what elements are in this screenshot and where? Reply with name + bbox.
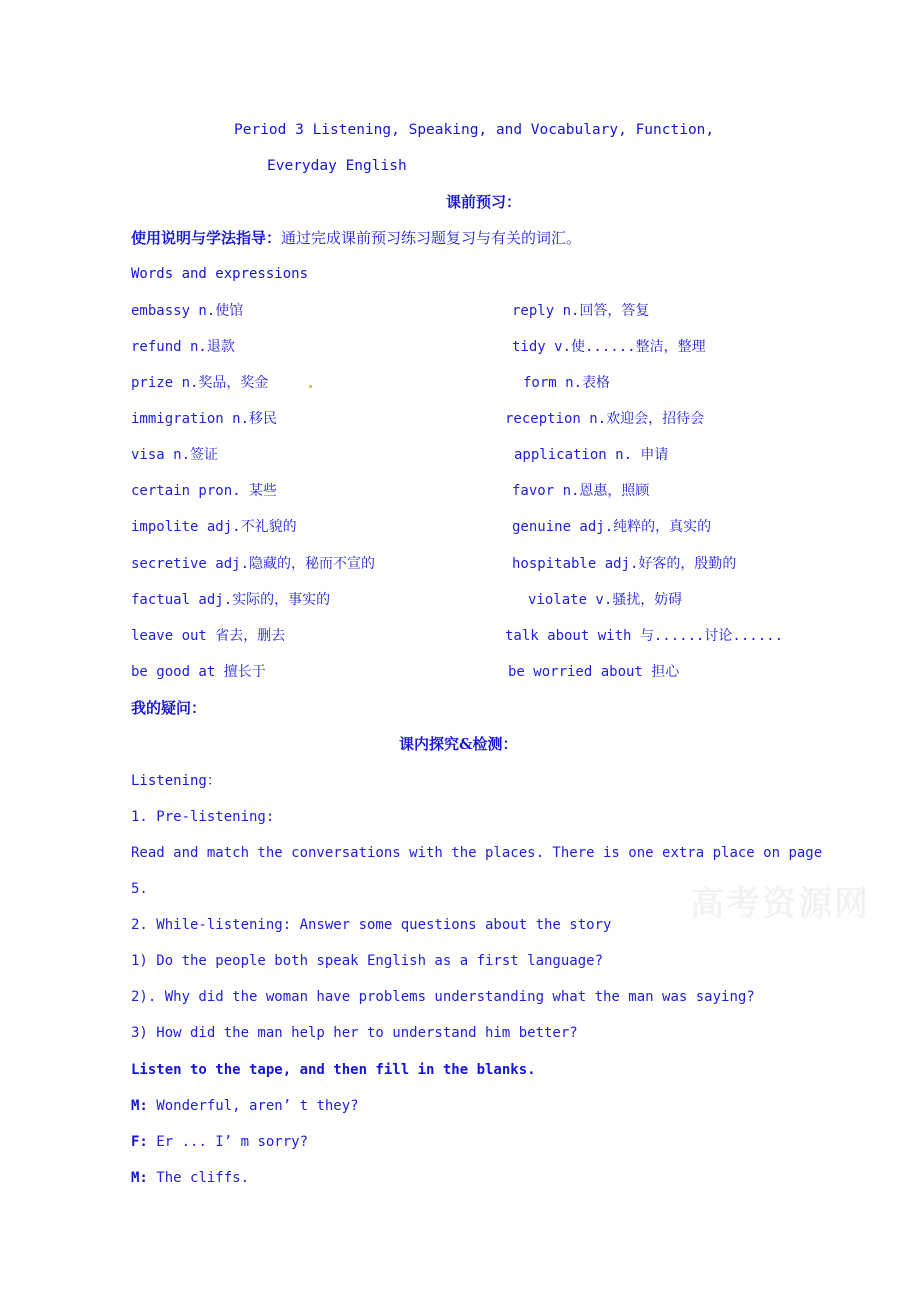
listening-heading: Listening： xyxy=(131,773,221,789)
vocab-heading: Words and expressions xyxy=(131,266,309,282)
watermark: 高考资源网 xyxy=(690,884,870,924)
title-line-1: Period 3 Listening, Speaking, and Vocabulary, Function, xyxy=(234,122,715,138)
vocab-left-7: secretive adj.隐藏的，秘而不宣的 xyxy=(131,556,376,572)
fill-heading: Listen to the tape, and then fill in the blanks. xyxy=(131,1062,536,1078)
vocab-left-3: immigration n.移民 xyxy=(131,411,278,427)
vocab-right-7: hospitable adj.好客的，殷勤的 xyxy=(512,556,737,572)
question-3: 3) How did the man help her to understand him better? xyxy=(131,1025,578,1041)
dialogue-text: Wonderful, aren’ t they? xyxy=(156,1098,359,1114)
vocab-right-5: favor n.恩惠，照顾 xyxy=(512,483,650,499)
vocab-left-5: certain pron. 某些 xyxy=(131,483,278,499)
vocab-right-0: reply n.回答，答复 xyxy=(512,303,650,319)
instruction-line-b: 5. xyxy=(131,881,148,897)
pre-listening: 1. Pre-listening: xyxy=(131,809,275,825)
vocab-left-6: impolite adj.不礼貌的 xyxy=(131,519,297,535)
vocab-left-4: visa n.签证 xyxy=(131,447,219,463)
dialogue-line-1 xyxy=(131,1133,308,1151)
vocab-right-9: talk about with 与......讨论...... xyxy=(505,628,784,644)
vocab-left-9: leave out 省去，删去 xyxy=(131,628,286,644)
speaker-label: F: xyxy=(131,1134,148,1150)
dialogue-text: The cliffs. xyxy=(156,1170,250,1186)
vocab-left-8: factual adj.实际的，事实的 xyxy=(131,592,331,608)
instruction-line-a: Read and match the conversations with the places. There is one extra place on page xyxy=(131,845,823,861)
vocab-left-10: be good at 擅长于 xyxy=(131,664,266,680)
vocab-left-0: embassy n.使馆 xyxy=(131,303,244,319)
vocab-left-2: prize n.奖品，奖金 xyxy=(131,375,269,391)
guide-text: 通过完成课前预习练习题复习与有关的词汇。 xyxy=(281,229,582,247)
speaker-label: M: xyxy=(131,1170,148,1186)
vocab-right-3: reception n.欢迎会，招待会 xyxy=(505,411,705,427)
vocab-right-6: genuine adj.纯粹的，真实的 xyxy=(512,519,712,535)
inclass-heading: 课内探究&检测： xyxy=(399,735,518,753)
dialogue-line-2 xyxy=(131,1169,249,1187)
title-line-2: Everyday English xyxy=(267,158,407,174)
questions-label: 我的疑问： xyxy=(131,699,207,717)
speck-mark xyxy=(309,385,312,388)
vocab-right-4: application n. 申请 xyxy=(514,447,669,463)
question-1: 1) Do the people both speak English as a first language? xyxy=(131,953,604,969)
preview-heading: 课前预习： xyxy=(446,193,522,211)
guide-label: 使用说明与学法指导： xyxy=(131,229,282,247)
vocab-right-8: violate v.骚扰，妨碍 xyxy=(528,592,683,608)
dialogue-text: Er ... I’ m sorry? xyxy=(156,1134,309,1150)
speaker-label: M: xyxy=(131,1098,148,1114)
while-listening: 2. While-listening: Answer some questions about the story xyxy=(131,917,612,933)
dialogue-line-0 xyxy=(131,1097,359,1115)
vocab-right-10: be worried about 担心 xyxy=(508,664,680,680)
guide-paragraph xyxy=(131,229,581,247)
vocab-right-1: tidy v.使......整洁，整理 xyxy=(512,339,706,355)
vocab-right-2: form n.表格 xyxy=(523,375,611,391)
vocab-left-1: refund n.退款 xyxy=(131,339,235,355)
question-2: 2). Why did the woman have problems understanding what the man was saying? xyxy=(131,989,755,1005)
